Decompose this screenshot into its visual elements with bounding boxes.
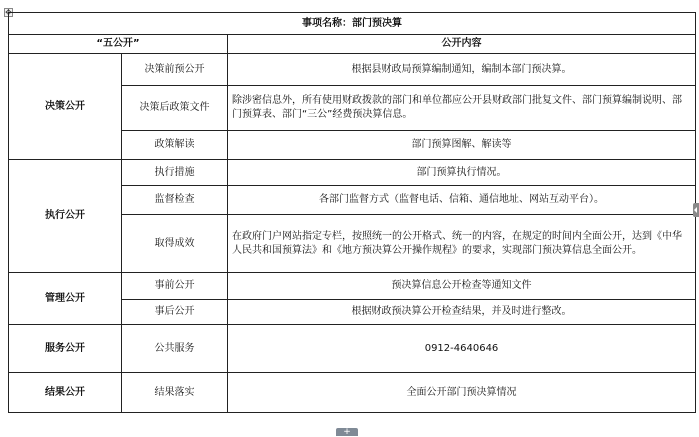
sub-item: 结果落实 (122, 373, 228, 413)
category-management: 管理公开 (9, 273, 122, 325)
content-cell: 根据县财政局预算编制通知，编制本部门预决算。 (228, 54, 696, 86)
header-content: 公开内容 (228, 35, 696, 54)
table-row (9, 54, 696, 86)
sub-item: 事前公开 (122, 273, 228, 300)
content-cell: 部门预算执行情况。 (228, 160, 696, 186)
header-five-disclosures: “五公开” (9, 35, 228, 54)
category-execution: 执行公开 (9, 160, 122, 273)
table-row (9, 373, 696, 413)
content-cell: 预决算信息公开检查等通知文件 (228, 273, 696, 300)
sub-item: 决策后政策文件 (122, 86, 228, 131)
sub-item: 政策解读 (122, 131, 228, 160)
content-cell: 根据财政预决算公开检查结果，并及时进行整改。 (228, 300, 696, 325)
content-cell: 除涉密信息外，所有使用财政拨款的部门和单位都应公开县财政部门批复文件、部门预算编制说明、部门预算表、部门“三公”经费预决算信息。 (228, 86, 696, 131)
content-cell: 在政府门户网站指定专栏，按照统一的公开格式、统一的内容，在规定的时间内全面公开，达到《中华人民共和国预算法》和《地方预决算公开操作规程》的要求，实现部门预决算信息全面公开。 (228, 215, 696, 273)
content-cell: 全面公开部门预决算情况 (228, 373, 696, 413)
table-row (9, 160, 696, 186)
sub-item: 公共服务 (122, 325, 228, 373)
table-row (9, 273, 696, 300)
content-cell: 各部门监督方式（监督电话、信箱、通信地址、网站互动平台）。 (228, 186, 696, 215)
sub-item: 取得成效 (122, 215, 228, 273)
content-cell: 0912-4640646 (228, 325, 696, 373)
sub-item: 执行措施 (122, 160, 228, 186)
move-icon[interactable]: ✥ (5, 8, 12, 17)
sub-item: 决策前预公开 (122, 54, 228, 86)
document-page (4, 8, 695, 428)
table-title: 事项名称：部门预决算 (9, 13, 696, 35)
collapse-arrow-icon[interactable] (693, 203, 699, 217)
sub-item: 事后公开 (122, 300, 228, 325)
category-decision: 决策公开 (9, 54, 122, 160)
add-row-icon[interactable]: + (336, 428, 358, 436)
title-row (9, 13, 696, 35)
category-service: 服务公开 (9, 325, 122, 373)
header-row (9, 35, 696, 54)
sub-item: 监督检查 (122, 186, 228, 215)
content-cell: 部门预算图解、解读等 (228, 131, 696, 160)
table-row (9, 325, 696, 373)
category-result: 结果公开 (9, 373, 122, 413)
disclosure-table (8, 12, 696, 413)
